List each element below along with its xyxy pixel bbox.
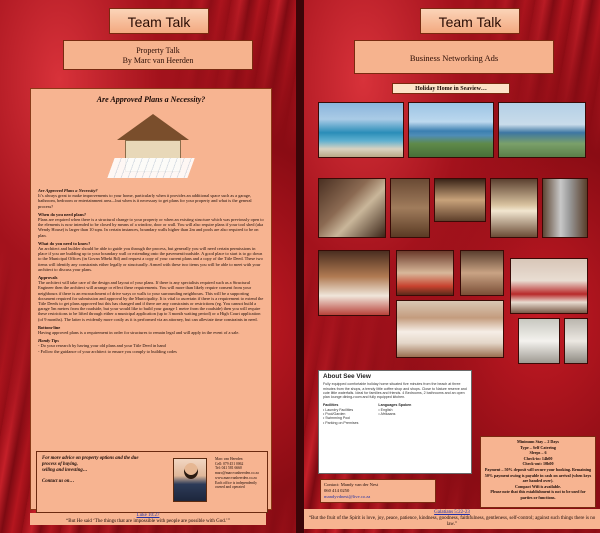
- facilities-list: • Laundry Facilities • Pool/Garden • Swimming Pool • Parking on Premises: [323, 407, 359, 425]
- listing-heading: About See View: [323, 373, 371, 380]
- section-heading: Bottom-line: [38, 324, 61, 330]
- tip-item: - Do your research by having your old plans and your Title Deed in hand: [38, 343, 166, 349]
- scripture-text: “But He said ‘The things that are impossible with people are possible with God.’”: [66, 519, 230, 524]
- article-box: [30, 88, 272, 510]
- photo-kitchen: [490, 178, 538, 238]
- column-name: Property Talk: [136, 46, 180, 55]
- section-heading: Approvals: [38, 275, 58, 281]
- languages-heading: Languages Spoken: [378, 403, 412, 408]
- page-gutter: [296, 0, 304, 533]
- agent-photo: [173, 458, 207, 502]
- photo-pool: [318, 102, 404, 158]
- agent-ad: [36, 451, 268, 513]
- section-subtitle: Business Networking Ads: [354, 40, 554, 74]
- ad-line: selling and investing…: [42, 468, 88, 473]
- photo-bedroom-2: [396, 250, 454, 296]
- listing-columns: [323, 403, 467, 424]
- right-page: [304, 0, 600, 533]
- photo-bedroom-4: [510, 258, 588, 314]
- photo-bedroom-1: [318, 250, 390, 316]
- scripture-text: “But the fruit of the Spirit is love, joy, peace, patience, kindness, goodness, faithfulness, gentleness, self-control; against such things there is no law.”: [308, 516, 596, 527]
- contact-line[interactable]: marc@marcvanheerden.co.za: [215, 471, 259, 476]
- section-text: The architect will take care of the design and layout of your plans. If there is any specialists required such as a Structural Engineer then the architect will arrange or effect these requirements. You will more than likely require consent from your neighbours if there is an encroachment of drive ways or walls to your surrounding neighbours. This will be a supporting document required for submission and approval by the Municipality. It is vital to ascertain if there is a requirement to extend the Title Deeds to get plans approved but this has changed and if there are any constraints or restrictions (eg. You cannot build a garage 5m metres from the roadside, but your would like to build your garage 1 metre from the roadside) then you will require these restrictions to be lifted through either a municipal application (up to 3 month waiting period) or a High Court application (of 9 months). The latter is evidently more costly as it is performed via an attorney, but can alleviate time constraints in need.: [38, 280, 264, 322]
- facilities-column: [323, 403, 358, 424]
- column-author: By Marc van Heerden: [122, 56, 194, 65]
- listing-card: [318, 370, 472, 474]
- contact-line: Each office is independently: [215, 480, 258, 485]
- photo-dining: [434, 178, 486, 222]
- scripture-footer: [30, 513, 266, 525]
- photo-beach: [408, 102, 494, 158]
- scripture-footer: [304, 509, 600, 529]
- tips-heading: Handy Tips: [38, 338, 59, 344]
- rates-line: Check-in: 14h00: [523, 455, 553, 461]
- contact-name: Contact: Mandy van der Nest: [324, 482, 379, 487]
- section-heading: When do you need plans?: [38, 211, 87, 217]
- photo-bedroom-3: [460, 250, 504, 296]
- rates-line: Please note that this establishment is not to be used for parties or functions.: [490, 489, 586, 500]
- section-text: Plans are required when there is a structural change to your property or when an existing structure which was previously open to the elements is now intended to be closed by means of a window, door or wall. You will also require plans if your tool shed (aka Wendy House) is larger than 10 sqm. In certain instances, boundary walls higher than 2m and pools are also required to be on plan.: [38, 217, 264, 238]
- rates-line: Minimum Stay – 2 Days: [516, 439, 560, 444]
- intro-text: It’s always great to make improvements to your home, particularly when it provides an additional space such as a garage, bathroom, bedroom or entertainment area—but when is it necessary to get plans for your property and what is the general process?: [38, 193, 252, 209]
- rates-line: Sleeps – 6: [529, 450, 547, 456]
- photo-lounge: [390, 178, 430, 238]
- section-heading: What do you need to know?: [38, 240, 91, 246]
- contact-box: [320, 479, 436, 503]
- facilities-heading: Facilities: [323, 403, 339, 408]
- contact-email[interactable]: mandyvdnest@live.co.za: [324, 494, 371, 499]
- photo-bathroom: [518, 318, 560, 364]
- agent-contact: [215, 457, 267, 490]
- contact-line: owned and operated: [215, 485, 245, 490]
- page-title: Team Talk: [420, 8, 520, 34]
- ad-text: [42, 456, 152, 485]
- left-page: [0, 0, 296, 533]
- house-plan-illustration: [111, 108, 191, 180]
- rates-line: Payment – 50% deposit will secure your booking. Remaining 50% payment owing is payable in cash on arrival (when keys are handed over).: [484, 466, 592, 484]
- photo-living-room: [318, 178, 386, 238]
- contact-line[interactable]: www.marcvanheerden.co.za: [215, 475, 257, 480]
- photo-shower: [564, 318, 588, 364]
- languages-list: • English • Afrikaans: [378, 407, 396, 417]
- page-title: Team Talk: [109, 8, 209, 34]
- rates-line: Check-out: 10h00: [522, 461, 554, 467]
- rates-line: Compact Wifi is available.: [514, 483, 562, 489]
- scripture-link[interactable]: Galatians 5:22-23: [434, 510, 470, 515]
- photo-bedroom-5: [396, 300, 504, 358]
- contact-line: Marc van Heerden: [215, 457, 243, 461]
- languages-column: [378, 403, 411, 424]
- contact-line: Cell: 079 451 0062: [215, 461, 244, 466]
- contact-phone: 060 414 0250: [324, 488, 350, 493]
- tip-item: - Follow the guidance of your architect to ensure you comply to building codes: [38, 348, 177, 354]
- section-text: Having approved plans is a requirement in order for structures to remain legal and will apply in the event of a sale.: [38, 330, 240, 336]
- rates-box: [480, 436, 596, 508]
- contact-line: Tel: 041 581 6660: [215, 466, 242, 471]
- photo-coast: [498, 102, 586, 158]
- photo-fridge: [542, 178, 588, 238]
- rates-line: Type – Self Catering: [520, 444, 556, 450]
- listing-body: Fully equipped comfortable holiday home situated five minutes from the beach at three minutes from the shops, a trendy little coffee shop and shops. Close to Nature reserve and cute little waterfalls. Ideal for families and friends. 4 Bedrooms, 2 bathrooms and an open plan lounge dining-room and fully equipped kitchen.: [323, 382, 467, 400]
- column-subtitle: [63, 40, 253, 70]
- intro-question: Are Approved Plans a Necessity?: [38, 188, 98, 193]
- section-text: An architect and builder should be able to guide you through the process, but generally you will need certain permissions in place if you are building up to your boundary wall or extending onto the pavement/roadside. A good place to start is to go down to the Municipal Offices (in Govan Mbeki Rd) and request a copy of your current plans and a copy of the Title Deed. These two items will identify any constraints either legally or structurally. Armed with these two items you will be able to meet with your architect to discuss your plans.: [38, 246, 263, 272]
- holiday-heading: Holiday Home in Seaview…: [392, 83, 510, 94]
- article-heading: Are Approved Plans a Necessity?: [96, 95, 206, 104]
- ad-line: Contact us on…: [42, 479, 75, 484]
- ad-line: For more advice on property options and the due process of buying,: [42, 456, 139, 467]
- scripture-link[interactable]: Luke 10:27: [136, 513, 160, 518]
